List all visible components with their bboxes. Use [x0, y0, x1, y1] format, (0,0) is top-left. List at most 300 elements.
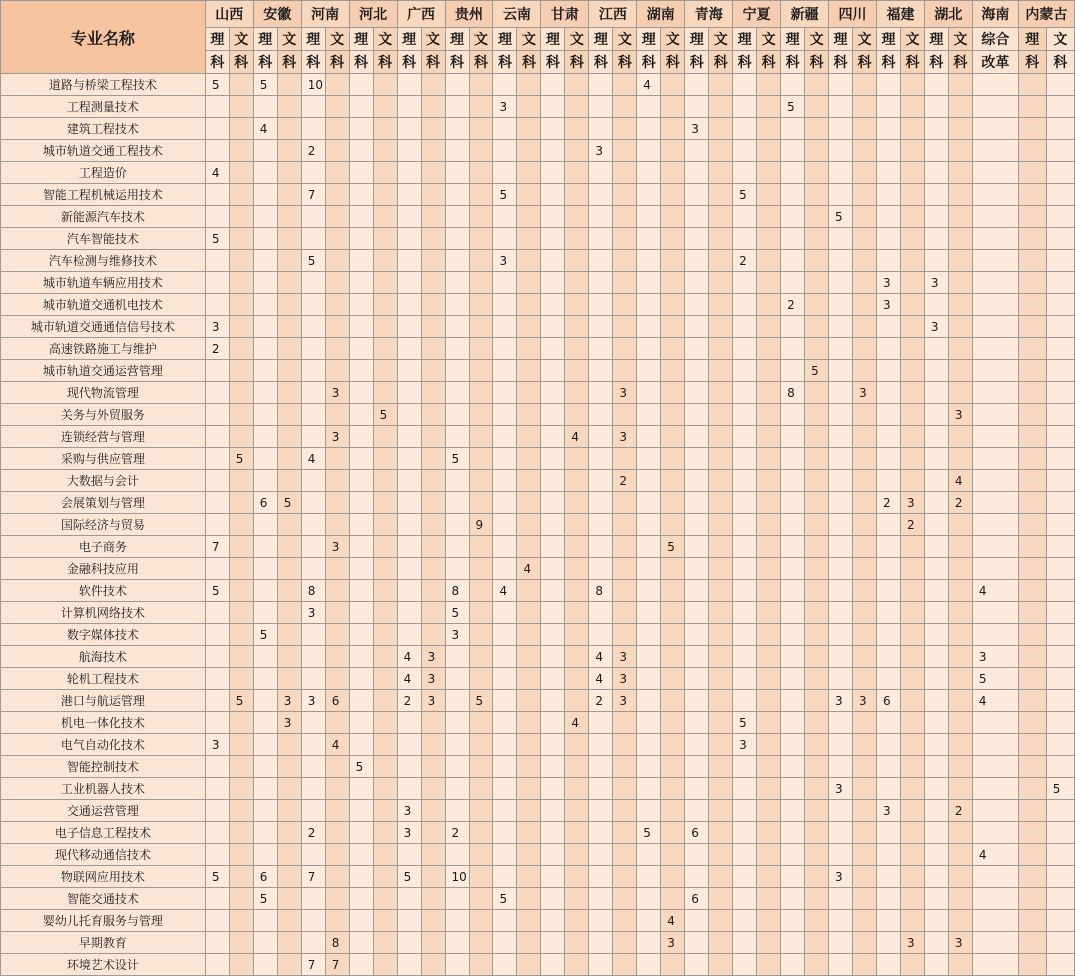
quota-cell: [805, 294, 829, 316]
quota-cell: [685, 74, 709, 96]
quota-cell: [876, 910, 900, 932]
table-row: [1, 492, 1075, 514]
quota-cell: [685, 382, 709, 404]
quota-cell: [924, 162, 948, 184]
quota-cell: [924, 206, 948, 228]
quota-cell: [229, 426, 253, 448]
quota-cell: [709, 96, 733, 118]
quota-cell: [1046, 514, 1074, 536]
subject-header-bottom: 科: [1018, 51, 1046, 74]
quota-cell: [277, 272, 301, 294]
major-name-cell: 城市轨道交通工程技术: [1, 140, 206, 162]
quota-cell: [541, 756, 565, 778]
quota-cell: [829, 602, 853, 624]
quota-cell: [469, 734, 493, 756]
quota-cell: [853, 250, 877, 272]
quota-cell: [1046, 206, 1074, 228]
quota-cell: [876, 844, 900, 866]
quota-cell: [397, 382, 421, 404]
quota-cell: [349, 866, 373, 888]
quota-cell: [565, 404, 589, 426]
subject-header-top: 文: [948, 28, 972, 51]
quota-cell: [1046, 382, 1074, 404]
quota-cell: [205, 426, 229, 448]
quota-cell: [229, 932, 253, 954]
quota-cell: [325, 712, 349, 734]
quota-cell: [876, 74, 900, 96]
subject-header-bottom: 科: [349, 51, 373, 74]
quota-cell: [205, 96, 229, 118]
quota-cell: [325, 668, 349, 690]
quota-cell: [421, 382, 445, 404]
quota-cell: [421, 866, 445, 888]
quota-cell: [876, 448, 900, 470]
quota-cell: [1046, 96, 1074, 118]
quota-cell: [373, 668, 397, 690]
quota-cell: 3: [493, 250, 517, 272]
quota-cell: [781, 888, 805, 910]
quota-cell: [493, 74, 517, 96]
quota-cell: [421, 74, 445, 96]
quota-cell: [829, 272, 853, 294]
quota-cell: [397, 228, 421, 250]
quota-cell: [805, 96, 829, 118]
quota-cell: [541, 844, 565, 866]
quota-cell: 2: [205, 338, 229, 360]
quota-cell: [661, 382, 685, 404]
quota-cell: [637, 668, 661, 690]
quota-cell: [517, 866, 541, 888]
quota-cell: [373, 426, 397, 448]
quota-cell: [421, 316, 445, 338]
quota-cell: [469, 96, 493, 118]
quota-cell: [325, 272, 349, 294]
quota-cell: [924, 74, 948, 96]
quota-cell: [589, 712, 613, 734]
quota-cell: [757, 536, 781, 558]
quota-cell: [445, 910, 469, 932]
quota-cell: [805, 206, 829, 228]
quota-cell: [301, 162, 325, 184]
quota-cell: [253, 910, 277, 932]
quota-cell: [757, 712, 781, 734]
quota-cell: [900, 338, 924, 360]
table-row: [1, 888, 1075, 910]
quota-cell: [517, 624, 541, 646]
quota-cell: [781, 778, 805, 800]
subject-header-top: 理: [924, 28, 948, 51]
quota-cell: [421, 536, 445, 558]
subject-header-top: 文: [661, 28, 685, 51]
quota-cell: [253, 426, 277, 448]
subject-header-top: 文: [325, 28, 349, 51]
quota-cell: 9: [469, 514, 493, 536]
quota-cell: [565, 800, 589, 822]
quota-cell: [421, 250, 445, 272]
quota-cell: [757, 580, 781, 602]
quota-cell: [541, 492, 565, 514]
quota-cell: 3: [853, 382, 877, 404]
quota-cell: 5: [397, 866, 421, 888]
quota-cell: [709, 404, 733, 426]
quota-cell: [541, 646, 565, 668]
major-name-cell: 金融科技应用: [1, 558, 206, 580]
quota-cell: [948, 734, 972, 756]
quota-cell: [589, 536, 613, 558]
quota-cell: [637, 844, 661, 866]
quota-cell: [948, 250, 972, 272]
quota-cell: [757, 360, 781, 382]
quota-cell: [1018, 668, 1046, 690]
quota-cell: [325, 778, 349, 800]
quota-cell: [948, 96, 972, 118]
quota-cell: [445, 360, 469, 382]
quota-cell: [277, 360, 301, 382]
quota-cell: [253, 470, 277, 492]
quota-cell: [205, 646, 229, 668]
quota-cell: [205, 206, 229, 228]
quota-cell: [637, 404, 661, 426]
quota-cell: [517, 690, 541, 712]
quota-cell: [685, 580, 709, 602]
quota-cell: [205, 470, 229, 492]
quota-cell: 3: [900, 492, 924, 514]
quota-cell: 2: [301, 140, 325, 162]
quota-cell: [924, 580, 948, 602]
quota-cell: [685, 558, 709, 580]
quota-cell: 2: [589, 690, 613, 712]
quota-cell: [637, 448, 661, 470]
quota-cell: [757, 646, 781, 668]
quota-cell: [781, 756, 805, 778]
quota-cell: [397, 492, 421, 514]
quota-cell: [565, 162, 589, 184]
province-header: 河南: [301, 1, 349, 28]
quota-cell: [805, 668, 829, 690]
quota-cell: [948, 756, 972, 778]
quota-cell: [948, 272, 972, 294]
quota-cell: [1046, 426, 1074, 448]
major-name-cell: 轮机工程技术: [1, 668, 206, 690]
quota-cell: [805, 118, 829, 140]
quota-cell: [325, 602, 349, 624]
quota-cell: [637, 96, 661, 118]
quota-cell: 5: [349, 756, 373, 778]
quota-cell: [517, 404, 541, 426]
quota-cell: [829, 250, 853, 272]
quota-cell: [1018, 844, 1046, 866]
quota-cell: [661, 888, 685, 910]
quota-cell: [757, 426, 781, 448]
quota-cell: 5: [805, 360, 829, 382]
quota-cell: [900, 690, 924, 712]
quota-cell: [709, 888, 733, 910]
quota-cell: [757, 822, 781, 844]
quota-cell: [733, 382, 757, 404]
quota-cell: [876, 206, 900, 228]
subject-header-bottom: 科: [397, 51, 421, 74]
quota-cell: [493, 470, 517, 492]
quota-cell: [1046, 184, 1074, 206]
quota-cell: [948, 74, 972, 96]
quota-cell: [757, 294, 781, 316]
quota-cell: [853, 338, 877, 360]
quota-cell: [757, 624, 781, 646]
quota-cell: [829, 338, 853, 360]
quota-cell: [589, 96, 613, 118]
quota-cell: [493, 228, 517, 250]
quota-cell: [565, 668, 589, 690]
subject-header-bottom: 科: [373, 51, 397, 74]
quota-cell: [948, 294, 972, 316]
quota-cell: [325, 140, 349, 162]
quota-cell: [1046, 624, 1074, 646]
quota-cell: [277, 294, 301, 316]
quota-cell: [301, 492, 325, 514]
quota-cell: [325, 910, 349, 932]
quota-cell: [900, 624, 924, 646]
quota-cell: [397, 426, 421, 448]
quota-cell: [972, 228, 1018, 250]
quota-cell: [876, 888, 900, 910]
subject-header-top: 文: [229, 28, 253, 51]
quota-cell: [613, 712, 637, 734]
quota-cell: [709, 756, 733, 778]
quota-cell: [541, 382, 565, 404]
quota-cell: [924, 514, 948, 536]
quota-cell: [972, 778, 1018, 800]
quota-cell: [685, 844, 709, 866]
quota-cell: [253, 558, 277, 580]
quota-cell: [397, 272, 421, 294]
quota-cell: [661, 96, 685, 118]
quota-cell: [541, 888, 565, 910]
subject-header-top: 文: [565, 28, 589, 51]
quota-cell: [685, 96, 709, 118]
quota-cell: [757, 668, 781, 690]
quota-cell: 4: [397, 646, 421, 668]
quota-cell: [301, 514, 325, 536]
quota-cell: [613, 184, 637, 206]
quota-cell: [1018, 228, 1046, 250]
quota-cell: [541, 910, 565, 932]
quota-cell: [972, 734, 1018, 756]
quota-cell: [1046, 140, 1074, 162]
quota-cell: [301, 360, 325, 382]
subject-header-bottom: 科: [253, 51, 277, 74]
quota-cell: [349, 96, 373, 118]
quota-cell: [685, 404, 709, 426]
quota-cell: [829, 294, 853, 316]
quota-cell: [325, 294, 349, 316]
quota-cell: 3: [876, 272, 900, 294]
quota-cell: [565, 184, 589, 206]
quota-cell: [805, 536, 829, 558]
quota-cell: [373, 844, 397, 866]
table-row: [1, 382, 1075, 404]
quota-cell: [229, 712, 253, 734]
quota-cell: [1018, 712, 1046, 734]
quota-cell: [301, 382, 325, 404]
quota-cell: [685, 360, 709, 382]
subject-header-bottom: 科: [541, 51, 565, 74]
table-row: [1, 690, 1075, 712]
quota-cell: [229, 954, 253, 976]
quota-cell: [709, 74, 733, 96]
quota-cell: [493, 140, 517, 162]
quota-cell: [805, 646, 829, 668]
quota-cell: [900, 228, 924, 250]
major-name-cell: 大数据与会计: [1, 470, 206, 492]
quota-cell: [1046, 712, 1074, 734]
quota-cell: [277, 646, 301, 668]
table-row: [1, 822, 1075, 844]
quota-cell: [733, 910, 757, 932]
quota-cell: [876, 404, 900, 426]
quota-cell: [876, 558, 900, 580]
quota-cell: [613, 206, 637, 228]
quota-cell: [253, 382, 277, 404]
quota-cell: [445, 404, 469, 426]
quota-cell: [277, 250, 301, 272]
table-row: [1, 294, 1075, 316]
quota-cell: [397, 536, 421, 558]
quota-cell: [469, 140, 493, 162]
quota-cell: [853, 602, 877, 624]
quota-cell: [589, 74, 613, 96]
quota-cell: [565, 514, 589, 536]
quota-cell: [373, 272, 397, 294]
quota-cell: [829, 580, 853, 602]
table-row: [1, 140, 1075, 162]
quota-cell: [325, 74, 349, 96]
quota-cell: [373, 910, 397, 932]
major-name-cell: 环境艺术设计: [1, 954, 206, 976]
quota-cell: [277, 140, 301, 162]
quota-cell: [565, 602, 589, 624]
quota-cell: [373, 184, 397, 206]
quota-cell: [781, 822, 805, 844]
quota-cell: [253, 932, 277, 954]
quota-cell: [493, 756, 517, 778]
quota-cell: [445, 118, 469, 140]
quota-cell: [805, 624, 829, 646]
table-row: [1, 712, 1075, 734]
quota-cell: [709, 778, 733, 800]
quota-cell: [397, 316, 421, 338]
quota-cell: [613, 228, 637, 250]
quota-cell: [876, 932, 900, 954]
quota-cell: [805, 338, 829, 360]
quota-cell: [829, 888, 853, 910]
quota-cell: [709, 338, 733, 360]
quota-cell: [541, 338, 565, 360]
subject-header-top: 文: [853, 28, 877, 51]
quota-cell: [805, 272, 829, 294]
quota-cell: [661, 294, 685, 316]
quota-cell: 6: [685, 888, 709, 910]
table-row: [1, 514, 1075, 536]
quota-cell: [589, 866, 613, 888]
quota-cell: [253, 602, 277, 624]
quota-cell: [541, 954, 565, 976]
quota-cell: [948, 426, 972, 448]
quota-cell: [972, 184, 1018, 206]
quota-cell: [301, 712, 325, 734]
quota-cell: [685, 690, 709, 712]
quota-cell: [541, 272, 565, 294]
quota-cell: [900, 602, 924, 624]
quota-cell: [733, 448, 757, 470]
quota-cell: [1046, 228, 1074, 250]
quota-cell: [373, 140, 397, 162]
quota-cell: [757, 382, 781, 404]
quota-cell: [517, 272, 541, 294]
quota-cell: [948, 360, 972, 382]
quota-cell: [589, 184, 613, 206]
quota-cell: [661, 866, 685, 888]
quota-cell: [205, 514, 229, 536]
quota-cell: 3: [397, 822, 421, 844]
quota-cell: [661, 712, 685, 734]
quota-cell: [924, 140, 948, 162]
quota-cell: [565, 382, 589, 404]
quota-cell: [1046, 756, 1074, 778]
quota-cell: [565, 316, 589, 338]
quota-cell: [253, 646, 277, 668]
quota-cell: [972, 382, 1018, 404]
quota-cell: [1046, 536, 1074, 558]
subject-header-top: 理: [685, 28, 709, 51]
table-row: [1, 404, 1075, 426]
quota-cell: [613, 162, 637, 184]
subject-header-top: 综合: [972, 28, 1018, 51]
quota-cell: [757, 844, 781, 866]
quota-cell: [589, 558, 613, 580]
quota-cell: [924, 690, 948, 712]
quota-cell: [349, 888, 373, 910]
quota-cell: [373, 74, 397, 96]
quota-cell: [469, 888, 493, 910]
quota-cell: [589, 448, 613, 470]
major-name-cell: 现代物流管理: [1, 382, 206, 404]
quota-cell: [517, 712, 541, 734]
quota-cell: [1046, 646, 1074, 668]
quota-cell: [900, 910, 924, 932]
table-row: [1, 426, 1075, 448]
quota-cell: [469, 844, 493, 866]
quota-cell: [757, 228, 781, 250]
quota-cell: [493, 910, 517, 932]
quota-cell: 3: [853, 690, 877, 712]
quota-cell: [685, 778, 709, 800]
quota-cell: [805, 844, 829, 866]
quota-cell: [349, 822, 373, 844]
quota-cell: [301, 470, 325, 492]
quota-cell: [469, 800, 493, 822]
quota-cell: [445, 316, 469, 338]
quota-cell: [900, 954, 924, 976]
quota-cell: [948, 866, 972, 888]
quota-cell: [900, 382, 924, 404]
quota-cell: [853, 756, 877, 778]
quota-cell: [757, 800, 781, 822]
quota-cell: [781, 228, 805, 250]
quota-cell: [541, 734, 565, 756]
quota-cell: [541, 448, 565, 470]
quota-cell: [349, 932, 373, 954]
quota-cell: [565, 580, 589, 602]
